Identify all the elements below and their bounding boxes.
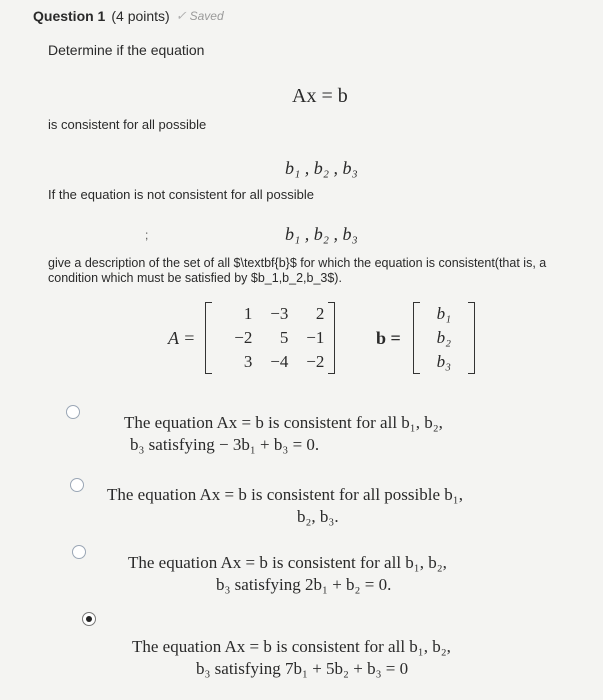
prompt-line-2: is consistent for all possible (48, 117, 207, 132)
question-header (33, 8, 224, 24)
vector-cell: b₃ (436, 352, 451, 371)
option-2-line-2: b₂, b₃. (297, 507, 339, 526)
vector-b-label: b = (376, 327, 401, 348)
matrix-a-brackets (205, 302, 335, 374)
matrix-cell: −3 (270, 304, 289, 323)
matrix-cell: −2 (234, 328, 253, 347)
vector-cell: b₁ (436, 304, 451, 323)
question-number: Question 1 (33, 8, 106, 24)
matrix-cell: 3 (243, 352, 253, 371)
saved-status (176, 8, 224, 24)
matrix-cell: −2 (306, 352, 325, 371)
vector-cell: b₂ (436, 328, 451, 347)
matrix-cell: −1 (306, 328, 325, 347)
option-2-line-1: The equation Ax = b is consistent for all possible b₁, (107, 485, 463, 504)
vector-b-brackets (413, 302, 475, 374)
vector-b (376, 302, 475, 374)
equation-ax-b: Ax = b (292, 85, 348, 107)
option-3-line-1: The equation Ax = b is consistent for all b₁, b₂, (128, 553, 447, 572)
prompt-line-1: Determine if the equation (48, 42, 205, 58)
option-2-radio[interactable] (70, 478, 84, 492)
option-4-line-2: b₃ satisfying 7b₁ + 5b₂ + b₃ = 0 (196, 659, 409, 678)
option-4-line-1: The equation Ax = b is consistent for all b₁, b₂, (132, 637, 451, 656)
option-4-text[interactable] (132, 636, 451, 680)
option-1-line-1: The equation Ax = b is consistent for all b₁, b₂, (124, 413, 443, 432)
prompt-line-3: If the equation is not consistent for all possible (48, 187, 314, 202)
question-points: (4 points) (111, 8, 170, 24)
matrix-cell: 5 (279, 328, 289, 347)
matrix-a (168, 302, 335, 374)
b-variables-2: b₁ , b₂ , b₃ (285, 224, 358, 244)
matrix-a-grid (216, 304, 324, 372)
option-3-line-2: b₃ satisfying 2b₁ + b₂ = 0. (216, 575, 392, 594)
option-4-radio[interactable] (82, 612, 96, 626)
vector-b-column (424, 304, 464, 372)
matrix-cell: −4 (270, 352, 289, 371)
prompt-line-4: give a description of the set of all $\textbf{b}$ for which the equation is consistent(that is, a condition which must be satisfied by $b_1,b_2,b_3$). (48, 256, 547, 285)
saved-label: Saved (189, 9, 224, 23)
option-1-line-2: b₃ satisfying − 3b₁ + b₃ = 0. (130, 435, 320, 454)
b-variables-1: b₁ , b₂ , b₃ (285, 158, 358, 178)
check-icon: ✓ (175, 8, 187, 23)
matrix-a-label: A = (168, 327, 196, 348)
option-3-radio[interactable] (72, 545, 86, 559)
matrix-cell: 1 (243, 304, 253, 323)
matrix-cell: 2 (315, 304, 325, 323)
option-1-radio[interactable] (66, 405, 80, 419)
option-1-text[interactable] (124, 412, 443, 456)
semicolon-mark: ; (145, 228, 149, 242)
option-3-text[interactable] (128, 552, 447, 596)
option-2-text[interactable] (107, 484, 463, 528)
